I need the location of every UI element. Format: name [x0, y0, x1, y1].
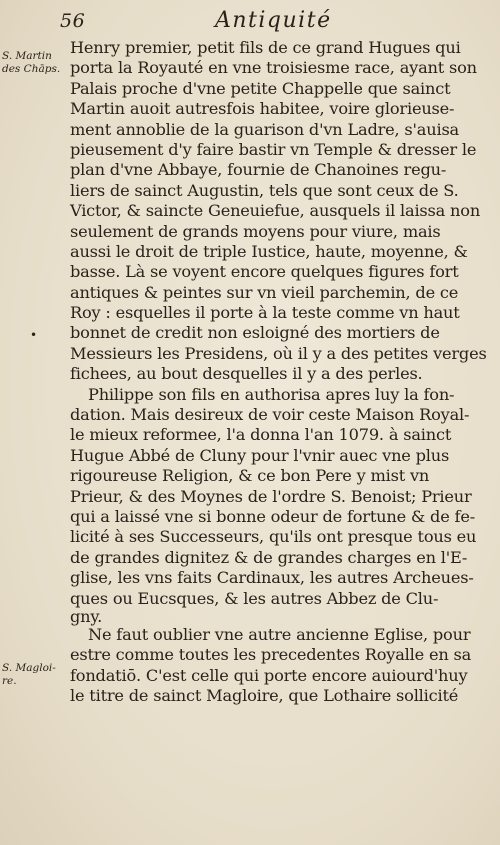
text-line: le mieux reformee, l'a donna l'an 1079. à sainct — [70, 425, 452, 445]
margin-note-line: re. — [2, 675, 17, 687]
text-line: Ne faut oublier vne autre ancienne Eglise, pour — [88, 624, 471, 644]
text-line: basse. Là se voyent encore quelques figures fort — [70, 262, 459, 282]
text-line: ment annoblie de la guarison d'vn Ladre, s'auisa — [70, 119, 460, 139]
page-number: 56 — [60, 10, 86, 32]
text-line: porta la Royauté en vne troisiesme race, ayant son — [70, 58, 477, 78]
text-line: Roy : esquelles il porte à la teste comme vn haut — [70, 303, 460, 323]
text-line: Victor, & saincte Geneuiefue, ausquels il laissa non — [70, 201, 481, 221]
text-line: dation. Mais desireux de voir ceste Maison Royal- — [70, 405, 470, 425]
margin-note-saint-magloire — [2, 662, 56, 688]
text-line: Martin auoit autresfois habitee, voire glorieuse- — [70, 99, 455, 119]
text-line: Henry premier, petit fils de ce grand Hugues qui — [70, 38, 461, 57]
text-line: de grandes dignitez & de grandes charges en l'E- — [70, 547, 468, 567]
text-line: Philippe son fils en authorisa apres luy la fon- — [88, 384, 455, 404]
margin-note-saint-martin — [2, 50, 60, 76]
margin-note-line: des Chāps. — [2, 63, 61, 75]
text-line: Hugue Abbé de Cluny pour l'vnir auec vne plus — [70, 445, 450, 465]
text-line: qui a laissé vne si bonne odeur de fortune & de fe- — [70, 506, 475, 526]
margin-bullet: • — [30, 328, 38, 342]
running-title: Antiquité — [215, 8, 332, 33]
margin-note-line: S. Martin — [2, 50, 52, 62]
text-line: fichees, au bout desquelles il y a des perles. — [70, 364, 423, 384]
text-line: glise, les vns faits Cardinaux, les autres Archeues- — [70, 568, 474, 588]
text-line: rigoureuse Religion, & ce bon Pere y mist vn — [70, 466, 430, 486]
text-line: Palais proche d'vne petite Chappelle que sainct — [70, 78, 451, 98]
body-text — [70, 38, 490, 707]
text-line: Messieurs les Presidens, où il y a des petites verges — [70, 343, 487, 363]
text-line: plan d'vne Abbaye, fournie de Chanoines regu- — [70, 160, 447, 180]
text-line: pieusement d'y faire bastir vn Temple & dresser le — [70, 139, 477, 159]
text-line: fondatiō. C'est celle qui porte encore auiourd'huy — [70, 665, 468, 685]
page-header — [0, 8, 500, 38]
text-line: antiques & peintes sur vn vieil parchemin, de ce — [70, 282, 459, 302]
text-line: ques ou Eucsques, & les autres Abbez de Clu- — [70, 588, 439, 608]
text-line: aussi le droit de triple Iustice, haute, moyenne, & — [70, 241, 468, 261]
text-line: le titre de sainct Magloire, que Lothaire sollicité — [70, 686, 459, 706]
text-line: liers de sainct Augustin, tels que sont ceux de S. — [70, 180, 459, 200]
text-line: gny. — [70, 606, 103, 626]
text-line: licité à ses Successeurs, qu'ils ont presque tous eu — [70, 527, 477, 547]
text-line: bonnet de credit non esloigné des mortiers de — [70, 323, 440, 343]
text-line: estre comme toutes les precedentes Royalle en sa — [70, 645, 472, 665]
text-line: Prieur, & des Moynes de l'ordre S. Benoist; Prieur — [70, 486, 472, 506]
margin-note-line: S. Magloi- — [2, 662, 56, 674]
text-line: seulement de grands moyens pour viure, mais — [70, 221, 441, 241]
